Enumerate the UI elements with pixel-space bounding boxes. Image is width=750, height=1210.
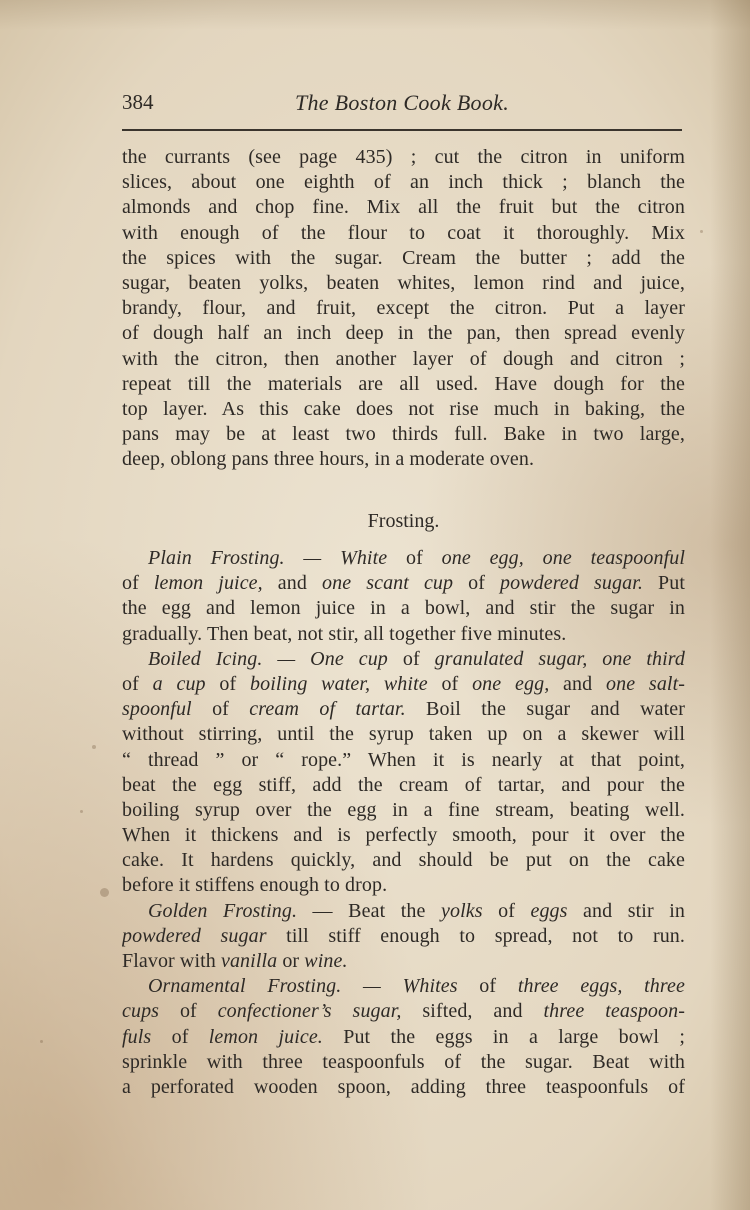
page-edge-shadow — [710, 0, 750, 1210]
text-line: before it stiffens enough to drop. — [122, 874, 388, 897]
ingredient-amount: one salt- — [606, 672, 685, 695]
paper-stain — [80, 810, 83, 813]
text-span: of — [122, 672, 153, 695]
ingredient-amount: a cup — [152, 672, 206, 695]
text-line: sugar, beaten yolks, beaten whites, lemon rind and juice, — [122, 271, 685, 294]
text-line: with the citron, then another layer of dough and citron ; — [122, 347, 685, 370]
recipe-golden-frosting-line — [122, 949, 685, 974]
continuation-paragraph — [122, 145, 685, 472]
ingredient-amount: three teaspoon- — [543, 1000, 685, 1023]
text-line: the spices with the sugar. Cream the butter ; add the — [122, 246, 685, 269]
text-line: pans may be at least two thirds full. Bake in two large, — [122, 423, 685, 446]
recipe-title: Ornamental Frosting. — Whites — [148, 975, 458, 998]
page-header — [122, 90, 682, 120]
text-line: repeat till the materials are all used. Have dough for the — [122, 372, 685, 395]
text-line: brandy, flour, and fruit, except the citron. Put a layer — [122, 297, 685, 320]
text-line: the currants (see page 435) ; cut the citron in uniform — [122, 146, 685, 168]
recipe-ornamental-frosting-line — [122, 974, 685, 999]
ingredient-amount: fuls — [122, 1025, 152, 1048]
section-heading: Frosting. — [367, 510, 440, 532]
recipe-boiled-icing-line — [122, 672, 685, 697]
recipe-boiled-icing-line — [122, 697, 685, 722]
text-span: of — [387, 647, 435, 670]
text-span: and — [262, 572, 322, 595]
text-line: When it thickens and is perfectly smooth, pour it over the — [122, 824, 685, 847]
text-line: of dough half an inch deep in the pan, then spread evenly — [122, 322, 685, 345]
ingredient-name: yolks — [441, 899, 483, 922]
running-title: The Boston Cook Book. — [294, 90, 510, 115]
text-span: Flavor with — [122, 950, 221, 972]
text-span: of — [205, 672, 251, 695]
text-span: Put the eggs in a large bowl ; — [322, 1025, 685, 1048]
ingredient-name: boiling water, white — [250, 672, 428, 695]
ingredient-name: powdered sugar — [122, 924, 267, 947]
text-span: till stiff enough to spread, not to run. — [266, 924, 685, 947]
paper-stain — [700, 230, 703, 233]
ingredient-amount: spoonful — [122, 698, 192, 721]
text-span: of — [387, 547, 442, 569]
ingredient-name: granulated sugar, one third — [434, 647, 685, 670]
text-span: of — [151, 1025, 209, 1048]
page-top-shadow — [0, 0, 750, 30]
text-span: and — [549, 672, 606, 695]
recipe-golden-frosting-line — [122, 899, 685, 924]
text-span: — Beat the — [297, 899, 441, 922]
text-span: and stir in — [567, 899, 685, 922]
text-span: or — [277, 950, 305, 972]
text-line: with enough of the flour to coat it thoroughly. Mix — [122, 221, 685, 244]
ingredient-amount: three eggs, three — [517, 975, 685, 998]
text-line: slices, about one eighth of an inch thick ; blanch the — [122, 171, 685, 194]
page-number: 384 — [122, 90, 154, 114]
ingredient-name: wine. — [304, 950, 348, 972]
text-line: without stirring, until the syrup taken up on a skewer will — [122, 723, 685, 746]
paper-stain — [100, 888, 109, 897]
text-line: a perforated wooden spoon, adding three teaspoonfuls of — [122, 1075, 685, 1098]
text-line: “ thread ” or “ rope.” When it is nearly at that point, — [122, 748, 685, 771]
text-span: of — [191, 698, 250, 721]
text-span: sifted, and — [401, 1000, 544, 1023]
header-rule — [122, 129, 682, 131]
ingredient-amount: one egg, one teaspoonful — [441, 547, 685, 569]
text-span: of — [482, 899, 531, 922]
ingredient-amount: cups — [122, 1000, 160, 1023]
text-span: of — [457, 975, 518, 998]
recipe-title: Plain Frosting. — White — [148, 547, 388, 569]
text-line: sprinkle with three teaspoonfuls of the sugar. Beat with — [122, 1050, 685, 1073]
frosting-recipes — [122, 546, 685, 1100]
text-span: of — [122, 572, 154, 595]
ingredient-name: cream of tartar. — [249, 698, 406, 721]
text-span: of — [427, 672, 473, 695]
ingredient-amount: one scant cup — [322, 572, 454, 595]
ingredient-name: powdered sugar. — [500, 572, 643, 595]
recipe-ornamental-frosting-line — [122, 999, 685, 1024]
paper-stain — [40, 1040, 43, 1043]
ingredient-name: vanilla — [220, 950, 278, 972]
recipe-title: Golden Frosting. — [148, 899, 298, 922]
ingredient-name: lemon juice. — [208, 1025, 323, 1048]
text-line: the egg and lemon juice in a bowl, and stir the sugar in — [122, 597, 685, 620]
recipe-golden-frosting-line — [122, 924, 685, 949]
text-span: of — [453, 572, 501, 595]
text-line: gradually. Then beat, not stir, all together five minutes. — [122, 622, 567, 645]
ingredient-name: eggs — [530, 899, 568, 922]
paper-stain — [92, 745, 96, 749]
text-span: Put — [642, 572, 685, 595]
recipe-plain-frosting-line — [122, 571, 685, 596]
text-span: Boil the sugar and water — [405, 698, 685, 721]
text-line: deep, oblong pans three hours, in a moderate oven. — [122, 448, 535, 471]
text-line: top layer. As this cake does not rise much in baking, the — [122, 397, 685, 420]
ingredient-amount: one egg, — [472, 672, 550, 695]
ingredient-name: confectioner’s sugar, — [217, 1000, 402, 1023]
ingredient-name: lemon juice, — [153, 572, 263, 595]
text-span: of — [159, 1000, 218, 1023]
recipe-boiled-icing-line — [122, 647, 685, 672]
recipe-plain-frosting-line — [122, 546, 685, 571]
text-line: beat the egg stiff, add the cream of tartar, and pour the — [122, 773, 685, 796]
recipe-ornamental-frosting-line — [122, 1025, 685, 1050]
text-line: boiling syrup over the egg in a fine stream, beating well. — [122, 798, 685, 821]
text-line: cake. It hardens quickly, and should be put on the cake — [122, 849, 685, 872]
recipe-title: Boiled Icing. — One cup — [148, 647, 388, 670]
text-line: almonds and chop fine. Mix all the fruit but the citron — [122, 196, 685, 219]
